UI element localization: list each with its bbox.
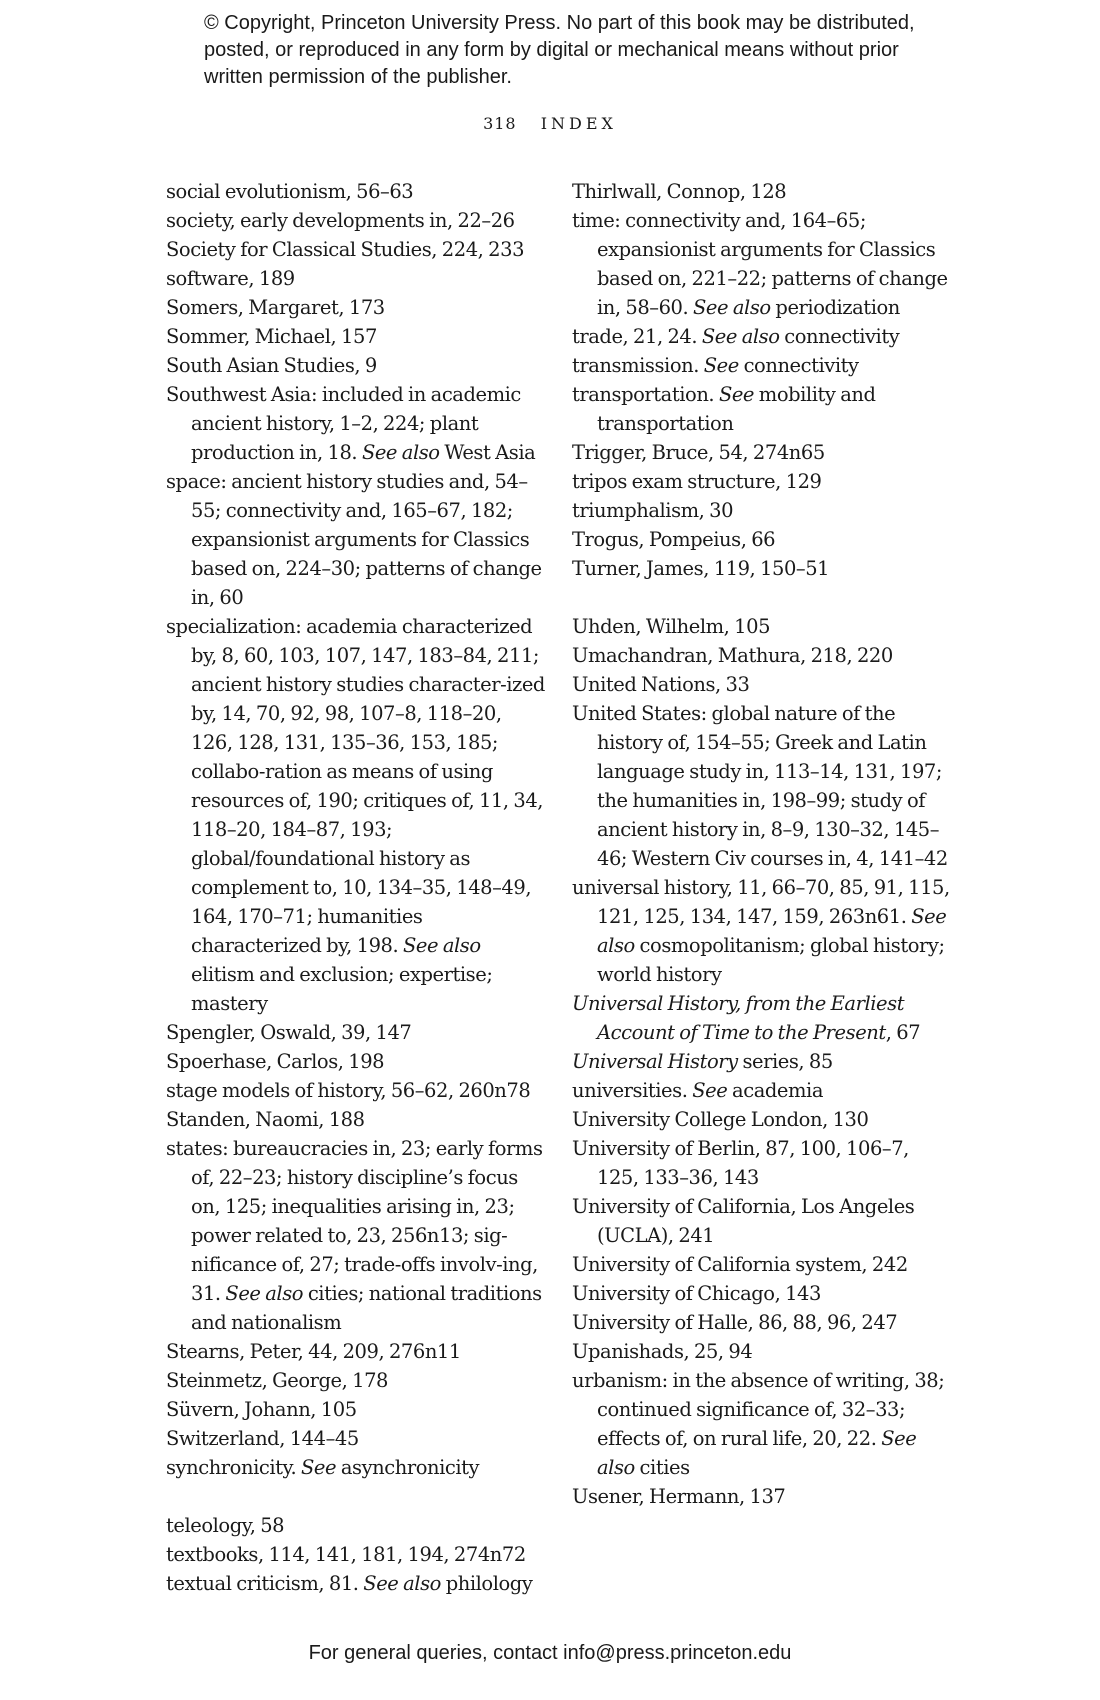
index-entry: Spengler, Oswald, 39, 147 — [166, 1021, 412, 1044]
index-entry: software, 189 — [166, 267, 295, 290]
see-reference: See — [301, 1456, 337, 1479]
entry-text: universal history, 11, 66–70, 85, 91, 115, 121, 125, 134, 147, 159, 263n61. — [572, 876, 950, 928]
entry-text: cities; national traditions and nationalism — [191, 1282, 542, 1334]
see-also-reference: See also — [693, 296, 771, 319]
see-also-reference: See also — [597, 1427, 917, 1479]
index-entry — [572, 1076, 952, 1105]
index-entry: Somers, Margaret, 173 — [166, 296, 385, 319]
entry-text: urbanism: in the absence of writing, 38; continued significance of, 32–33; effects of, on rural life, 20, 22. — [572, 1369, 945, 1450]
index-entry: Steinmetz, George, 178 — [166, 1369, 388, 1392]
entry-text: mobility and transportation — [597, 383, 876, 435]
index-entry: United Nations, 33 — [572, 673, 750, 696]
see-also-reference: See also — [225, 1282, 304, 1305]
index-entry — [572, 380, 952, 438]
entry-text: cosmopolitanism; global history; world history — [597, 934, 945, 986]
index-entry: Trogus, Pompeius, 66 — [572, 528, 776, 551]
index-entry: University College London, 130 — [572, 1108, 869, 1131]
entry-text: trade, 21, 24. — [572, 325, 702, 348]
entry-text: academia — [727, 1079, 823, 1102]
entry-text: asynchronicity — [336, 1456, 480, 1479]
index-entry: University of Halle, 86, 88, 96, 247 — [572, 1311, 898, 1334]
index-entry: Usener, Hermann, 137 — [572, 1485, 786, 1508]
entry-text: synchronicity. — [166, 1456, 301, 1479]
index-entry: University of California, Los Angeles (UCLA), 241 — [572, 1195, 915, 1247]
index-entry: social evolutionism, 56–63 — [166, 180, 414, 203]
index-entry — [572, 1366, 952, 1482]
see-also-reference: See also — [363, 1572, 441, 1595]
index-entry — [166, 1453, 546, 1482]
index-entry: South Asian Studies, 9 — [166, 354, 377, 377]
book-title: Universal History, from the Earliest Account of Time to the Present — [572, 992, 905, 1044]
entry-text: , 67 — [885, 1021, 921, 1044]
index-entry: triumphalism, 30 — [572, 499, 734, 522]
index-entry: Uhden, Wilhelm, 105 — [572, 615, 771, 638]
index-entry: Standen, Naomi, 188 — [166, 1108, 365, 1131]
index-entry — [572, 206, 952, 322]
index-entry: society, early developments in, 22–26 — [166, 209, 515, 232]
page-number: 318 — [483, 114, 517, 133]
index-entry: Süvern, Johann, 105 — [166, 1398, 357, 1421]
entry-text: states: bureaucracies in, 23; early forms of, 22–23; history discipline’s focus on, 125; inequalities arising in, 23; power related to, 23, 256n13; sig-nificance of, 27; trade-offs involv-ing, 31. — [166, 1137, 543, 1305]
index-entry: Stearns, Peter, 44, 209, 276n11 — [166, 1340, 461, 1363]
entry-text: West Asia — [439, 441, 536, 464]
index-entry — [572, 989, 952, 1047]
index-entry: University of Berlin, 87, 100, 106–7, 125, 133–36, 143 — [572, 1137, 909, 1189]
see-also-reference: See also — [402, 934, 481, 957]
index-entry: Thirlwall, Connop, 128 — [572, 180, 787, 203]
index-entry: United States: global nature of the history of, 154–55; Greek and Latin language study in, 113–14, 131, 197; the humanities in, 198–99; study of ancient history in, 8–9, 130–32, 145–46; Western Civ courses in, 4, 141–42 — [572, 702, 948, 870]
see-reference: See — [703, 354, 739, 377]
entry-text: transportation. — [572, 383, 719, 406]
index-entry — [166, 1134, 546, 1337]
entry-text: philology — [440, 1572, 533, 1595]
entry-text: elitism and exclusion; expertise; mastery — [191, 963, 493, 1015]
see-reference: See — [692, 1079, 728, 1102]
index-entry: Sommer, Michael, 157 — [166, 325, 377, 348]
index-column-left — [166, 177, 546, 1598]
entry-text: series, 85 — [737, 1050, 833, 1073]
entry-text: connectivity — [779, 325, 900, 348]
entry-text: universities. — [572, 1079, 693, 1102]
entry-text: transmission. — [572, 354, 704, 377]
entry-text: cities — [634, 1456, 690, 1479]
index-entry: University of Chicago, 143 — [572, 1282, 821, 1305]
index-entry: Umachandran, Mathura, 218, 220 — [572, 644, 893, 667]
index-entry — [166, 380, 546, 467]
index-column-right — [572, 177, 952, 1511]
index-entry: space: ancient history studies and, 54–55; connectivity and, 165–67, 182; expansionist arguments for Classics based on, 224–30; patterns of change in, 60 — [166, 470, 542, 609]
index-entry — [166, 1569, 546, 1598]
letter-group-gap — [166, 1482, 546, 1511]
index-entry: tripos exam structure, 129 — [572, 470, 822, 493]
index-entry — [572, 322, 952, 351]
index-entry: Spoerhase, Carlos, 198 — [166, 1050, 385, 1073]
index-entry — [572, 873, 952, 989]
index-entry: stage models of history, 56–62, 260n78 — [166, 1079, 531, 1102]
entry-text: specialization: academia characterized by, 8, 60, 103, 107, 147, 183–84, 211; ancient history studies character-ized by, 14, 70, 92, 98, 107–8, 118–20, 126, 128, 131, 135–36, 153, 185; collabo-ration as means of using resources of, 190; critiques of, 11, 34, 118–20, 184–87, 193; global/foundational history as complement to, 10, 134–35, 148–49, 164, 170–71; humanities characterized by, 198. — [166, 615, 545, 957]
copyright-notice: © Copyright, Princeton University Press. No part of this book may be distributed, posted, or reproduced in any form by digital or mechanical means without prior written permission of the publisher. — [204, 12, 915, 88]
entry-text: Southwest Asia: included in academic ancient history, 1–2, 224; plant production in, 18. — [166, 383, 521, 464]
see-also-reference: See also — [597, 905, 947, 957]
see-reference: See — [718, 383, 755, 406]
see-also-reference: See also — [701, 325, 780, 348]
index-entry — [572, 1047, 952, 1076]
entry-text: textual criticism, 81. — [166, 1572, 364, 1595]
index-entry: Trigger, Bruce, 54, 274n65 — [572, 441, 825, 464]
entry-text: periodization — [770, 296, 900, 319]
entry-text: connectivity — [738, 354, 859, 377]
footer-contact: For general queries, contact info@press.princeton.edu — [308, 1642, 792, 1664]
letter-group-gap — [572, 583, 952, 612]
see-also-reference: See also — [361, 441, 440, 464]
entry-text: time: connectivity and, 164–65; expansionist arguments for Classics based on, 221–22; patterns of change in, 58–60. — [572, 209, 948, 319]
index-entry: textbooks, 114, 141, 181, 194, 274n72 — [166, 1543, 526, 1566]
index-entry: Switzerland, 144–45 — [166, 1427, 359, 1450]
index-entry: University of California system, 242 — [572, 1253, 908, 1276]
running-title: INDEX — [540, 114, 617, 133]
book-title: Universal History — [572, 1050, 738, 1073]
index-entry: Society for Classical Studies, 224, 233 — [166, 238, 525, 261]
index-entry: Upanishads, 25, 94 — [572, 1340, 753, 1363]
running-head — [0, 114, 1100, 133]
index-entry — [572, 351, 952, 380]
index-entry: teleology, 58 — [166, 1514, 285, 1537]
index-entry: Turner, James, 119, 150–51 — [572, 557, 830, 580]
index-entry — [166, 612, 546, 1018]
